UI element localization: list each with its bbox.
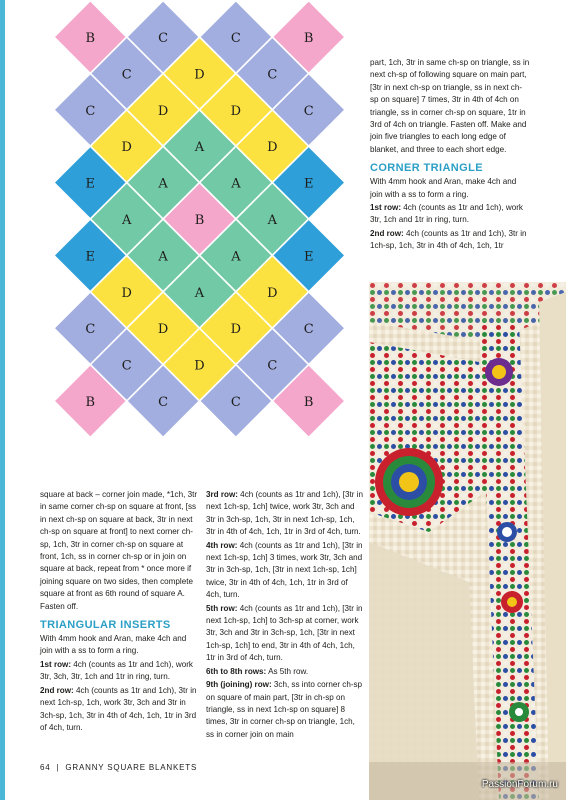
- insert-row-5: [206, 603, 364, 665]
- svg-text:C: C: [230, 31, 241, 46]
- footer-separator: |: [56, 763, 60, 772]
- svg-text:D: D: [267, 140, 278, 156]
- insert-row-1: [40, 659, 201, 684]
- insert-row-9: [206, 679, 364, 741]
- row-text: 4ch (counts as 1tr and 1ch), 3tr in next 1ch-sp, 1ch, work 3tr, 3ch and 3tr in 3ch-sp, 1ch, 3tr in 4th of 4ch, 1ch, 1tr in 3rd of 4ch, turn.: [40, 685, 197, 732]
- page-footer: [40, 763, 197, 772]
- svg-text:B: B: [303, 31, 314, 46]
- svg-text:C: C: [85, 322, 96, 338]
- insert-row-6-8: [206, 666, 364, 678]
- row-text: 4ch (counts as 1tr and 1ch), work 3tr, 3ch, 3tr, 1ch and 1tr in ring, turn.: [40, 659, 193, 682]
- corner-row-1: [370, 202, 530, 227]
- svg-text:D: D: [230, 322, 242, 338]
- watermark: PassionForum.ru: [481, 779, 558, 790]
- svg-text:D: D: [194, 67, 205, 83]
- svg-text:C: C: [121, 358, 132, 374]
- svg-text:C: C: [303, 103, 314, 119]
- corner-triangle-heading: CORNER TRIANGLE: [370, 162, 483, 175]
- svg-text:B: B: [85, 31, 96, 46]
- join-instructions: square at back – corner join made, *1ch, 3tr in same corner ch-sp on square at front, [ss in next ch-sp on square at back, 3tr in next ch-sp on square at front] to next corner ch-sp, 1ch, 3tr in corner ch-sp on square at front, 1ch, ss in corner ch-sp or in join on square at back, repeat from * once more if joining square on two sides, then complete square at front as 6th round of square A. Fasten off.: [40, 490, 198, 611]
- page-number: 64: [40, 763, 51, 772]
- row-label: 2nd row:: [40, 685, 74, 695]
- text-column-right: [370, 57, 530, 254]
- row-text: 3ch, ss into corner ch-sp on square of main part, [3tr in ch-sp on triangle, ss in next 1ch-sp on square] 8 times, 3tr in corner ch-sp on triangle, 1ch, ss in corner join on main: [206, 680, 363, 739]
- svg-text:A: A: [122, 213, 132, 228]
- row-label: 1st row:: [370, 203, 402, 213]
- svg-text:E: E: [85, 176, 96, 192]
- triangular-inserts-heading: TRIANGULAR INSERTS: [40, 619, 171, 632]
- insert-row-2: [40, 685, 201, 735]
- svg-text:A: A: [194, 285, 205, 301]
- row-text: 4ch (counts as 1tr and 1ch), [3tr in next 1ch-sp, 1ch] to 3ch-sp at corner, work 3tr, 3ch and 3tr in 3ch-sp, 1ch, [3tr in next 1ch-sp, 1ch] to end, 3tr in 4th of 4ch, 1ch, 1tr in 3rd of 4ch, turn.: [206, 603, 363, 663]
- svg-text:B: B: [194, 213, 205, 228]
- svg-text:C: C: [158, 395, 169, 410]
- text-column-left: [40, 489, 201, 735]
- row-label: 5th row:: [206, 603, 238, 613]
- svg-text:C: C: [121, 67, 132, 83]
- row-label: 9th (joining) row:: [206, 680, 272, 690]
- triangle-join-instructions: part, 1ch, 3tr in same ch-sp on triangle, ss in next ch-sp of following square on main part, [3tr in next ch-sp on triangle, ss in next ch-sp on square] 7 times, 3tr in 4th of 4ch on triangle, ss in corner ch-sp on square, 1tr in 3rd of 4ch on triangle. Fasten off. Make and join five triangles to each long edge of blanket, and three to each short edge.: [370, 58, 530, 154]
- svg-text:E: E: [303, 176, 314, 192]
- svg-text:C: C: [267, 358, 278, 374]
- row-text: As 5th row.: [266, 666, 309, 676]
- svg-text:A: A: [231, 176, 241, 192]
- triangular-inserts-intro: With 4mm hook and Aran, make 4ch and join with a ss to form a ring.: [40, 634, 187, 656]
- book-title: GRANNY SQUARE BLANKETS: [65, 763, 198, 772]
- svg-text:C: C: [230, 395, 241, 410]
- row-text: 4ch (counts as 1tr and 1ch), [3tr in next 1ch-sp, 1ch] twice, work 3tr, 3ch and 3tr in 3ch-sp, 1ch, 3tr in next 1ch-sp, 1ch, 3tr in 4th of 4ch, 1ch, 1tr in 3rd of 4ch, turn.: [206, 490, 364, 537]
- svg-text:A: A: [267, 213, 277, 228]
- svg-text:E: E: [85, 249, 96, 265]
- corner-row-2: [370, 228, 530, 253]
- svg-text:A: A: [194, 140, 205, 156]
- row-text: 4ch (counts as 1tr and 1ch), work 3tr, 1ch and 1tr in ring, turn.: [370, 203, 523, 225]
- row-label: 2nd row:: [370, 228, 404, 238]
- granny-square-motif: [375, 448, 443, 516]
- svg-text:D: D: [194, 358, 205, 374]
- blanket-photo: [369, 282, 566, 800]
- text-column-middle: [206, 489, 364, 742]
- blanket-layout-diagram: [0, 0, 360, 480]
- svg-text:D: D: [121, 140, 132, 156]
- svg-text:C: C: [85, 103, 96, 119]
- svg-text:C: C: [303, 322, 314, 338]
- svg-text:B: B: [85, 395, 96, 410]
- row-label: 4th row:: [206, 540, 238, 550]
- svg-text:E: E: [303, 249, 314, 265]
- row-text: 4ch (counts as 1tr and 1ch), [3tr in next 1ch-sp, 1ch] 3 times, work 3tr, 3ch and 3tr in 3ch-sp, 1ch, [3tr in next 1ch-sp, 1ch] twice, 3tr in 4th of 4ch, 1ch, 1tr in 3rd of 4ch, turn.: [206, 540, 363, 600]
- insert-row-3: [206, 489, 364, 539]
- svg-text:C: C: [158, 31, 169, 46]
- row-label: 3rd row:: [206, 490, 238, 499]
- svg-text:D: D: [230, 103, 242, 119]
- svg-text:D: D: [267, 285, 278, 301]
- row-text: 4ch (counts as 1tr and 1ch), 3tr in 1ch-sp, 1ch, 3tr in 4th of 4ch, 1ch, 1tr: [370, 228, 527, 251]
- svg-text:C: C: [267, 67, 278, 83]
- svg-text:A: A: [158, 176, 168, 192]
- svg-text:D: D: [157, 103, 169, 119]
- svg-text:A: A: [231, 249, 241, 265]
- svg-text:D: D: [121, 285, 132, 301]
- svg-text:A: A: [158, 249, 168, 265]
- insert-row-4: [206, 540, 364, 602]
- svg-text:D: D: [157, 322, 169, 338]
- row-label: 1st row:: [40, 659, 72, 669]
- row-label: 6th to 8th rows:: [206, 666, 267, 676]
- svg-text:B: B: [303, 395, 314, 410]
- corner-triangle-intro: With 4mm hook and Aran, make 4ch and join with a ss to form a ring.: [370, 177, 517, 199]
